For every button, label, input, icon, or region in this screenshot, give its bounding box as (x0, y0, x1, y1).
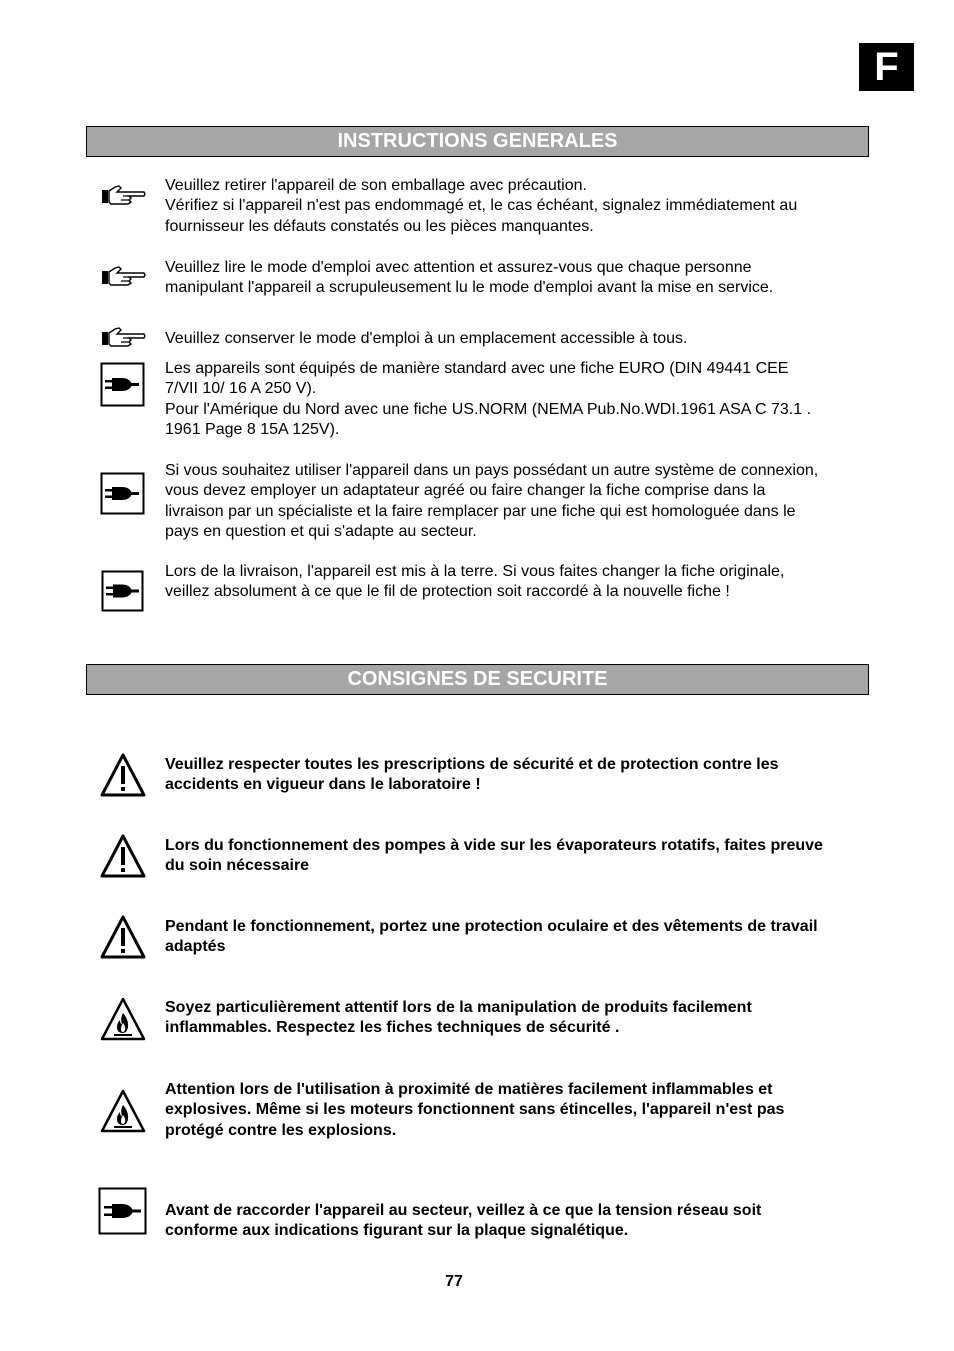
flammable-warning-icon (99, 996, 147, 1042)
language-tab: F (859, 43, 914, 91)
section-title-safety: CONSIGNES DE SECURITE (86, 664, 869, 695)
warning-triangle-icon (99, 833, 147, 879)
plug-icon (100, 362, 145, 407)
plug-icon (98, 1187, 147, 1235)
general-item-2: Veuillez lire le mode d'emploi avec attention et assurez-vous que chaque personne manipulant l'appareil a scrupuleusement lu le mode d'emploi avant la mise en service. (165, 259, 774, 297)
pointing-hand-icon (101, 265, 147, 287)
general-item-6: Lors de la livraison, l'appareil est mis à la terre. Si vous faites changer la fiche originale, veillez absolument à ce que le fil de protection soit raccordé à la nouvelle fiche ! (165, 563, 785, 601)
plug-icon (101, 570, 144, 612)
safety-item-6: Avant de raccorder l'appareil au secteur, veillez à ce que la tension réseau soit conforme aux indications figurant sur la plaque signalétique. (165, 1202, 762, 1240)
general-item-1: Veuillez retirer l'appareil de son emballage avec précaution. Vérifiez si l'appareil n'est pas endommagé et, le cas échéant, signalez immédiatement au fournisseur les défauts constatés ou les pièces manquantes. (165, 177, 798, 235)
page-number: 77 (445, 1273, 463, 1290)
safety-item-3: Pendant le fonctionnement, portez une protection oculaire et des vêtements de travail adaptés (165, 918, 818, 956)
flammable-warning-icon (99, 1088, 147, 1134)
safety-item-2: Lors du fonctionnement des pompes à vide sur les évaporateurs rotatifs, faites preuve du soin nécessaire (165, 837, 823, 875)
plug-icon (100, 472, 145, 515)
pointing-hand-icon (101, 326, 147, 348)
warning-triangle-icon (99, 752, 147, 798)
general-item-5: Si vous souhaitez utiliser l'appareil dans un pays possédant un autre système de connexion, vous devez employer un adaptateur agréé ou faire changer la fiche comprise dans la livraison par un spécialiste et la faire remplacer par une fiche qui est homologuée dans le pays en question et qui s'adapte au secteur. (165, 462, 819, 541)
section-title-general: INSTRUCTIONS GENERALES (86, 126, 869, 157)
safety-item-1: Veuillez respecter toutes les prescriptions de sécurité et de protection contre les accidents en vigueur dans le laboratoire ! (165, 756, 779, 794)
general-item-3: Veuillez conserver le mode d'emploi à un emplacement accessible à tous. (165, 330, 688, 347)
general-item-4: Les appareils sont équipés de manière standard avec une fiche EURO (DIN 49441 CEE 7/VII 10/ 16 A 250 V). Pour l'Amérique du Nord avec une fiche US.NORM (NEMA Pub.No.WDI.1961 ASA C 73.1 . 1961 Page 8 15A 125V). (165, 360, 812, 439)
safety-item-5: Attention lors de l'utilisation à proximité de matières facilement inflammables et explosives. Même si les moteurs fonctionnent sans étincelles, l'appareil n'est pas protégé contre les explosions. (165, 1081, 785, 1139)
pointing-hand-icon (101, 184, 147, 206)
safety-item-4: Soyez particulièrement attentif lors de la manipulation de produits facilement inflammables. Respectez les fiches techniques de sécurité . (165, 999, 752, 1037)
warning-triangle-icon (99, 914, 147, 960)
